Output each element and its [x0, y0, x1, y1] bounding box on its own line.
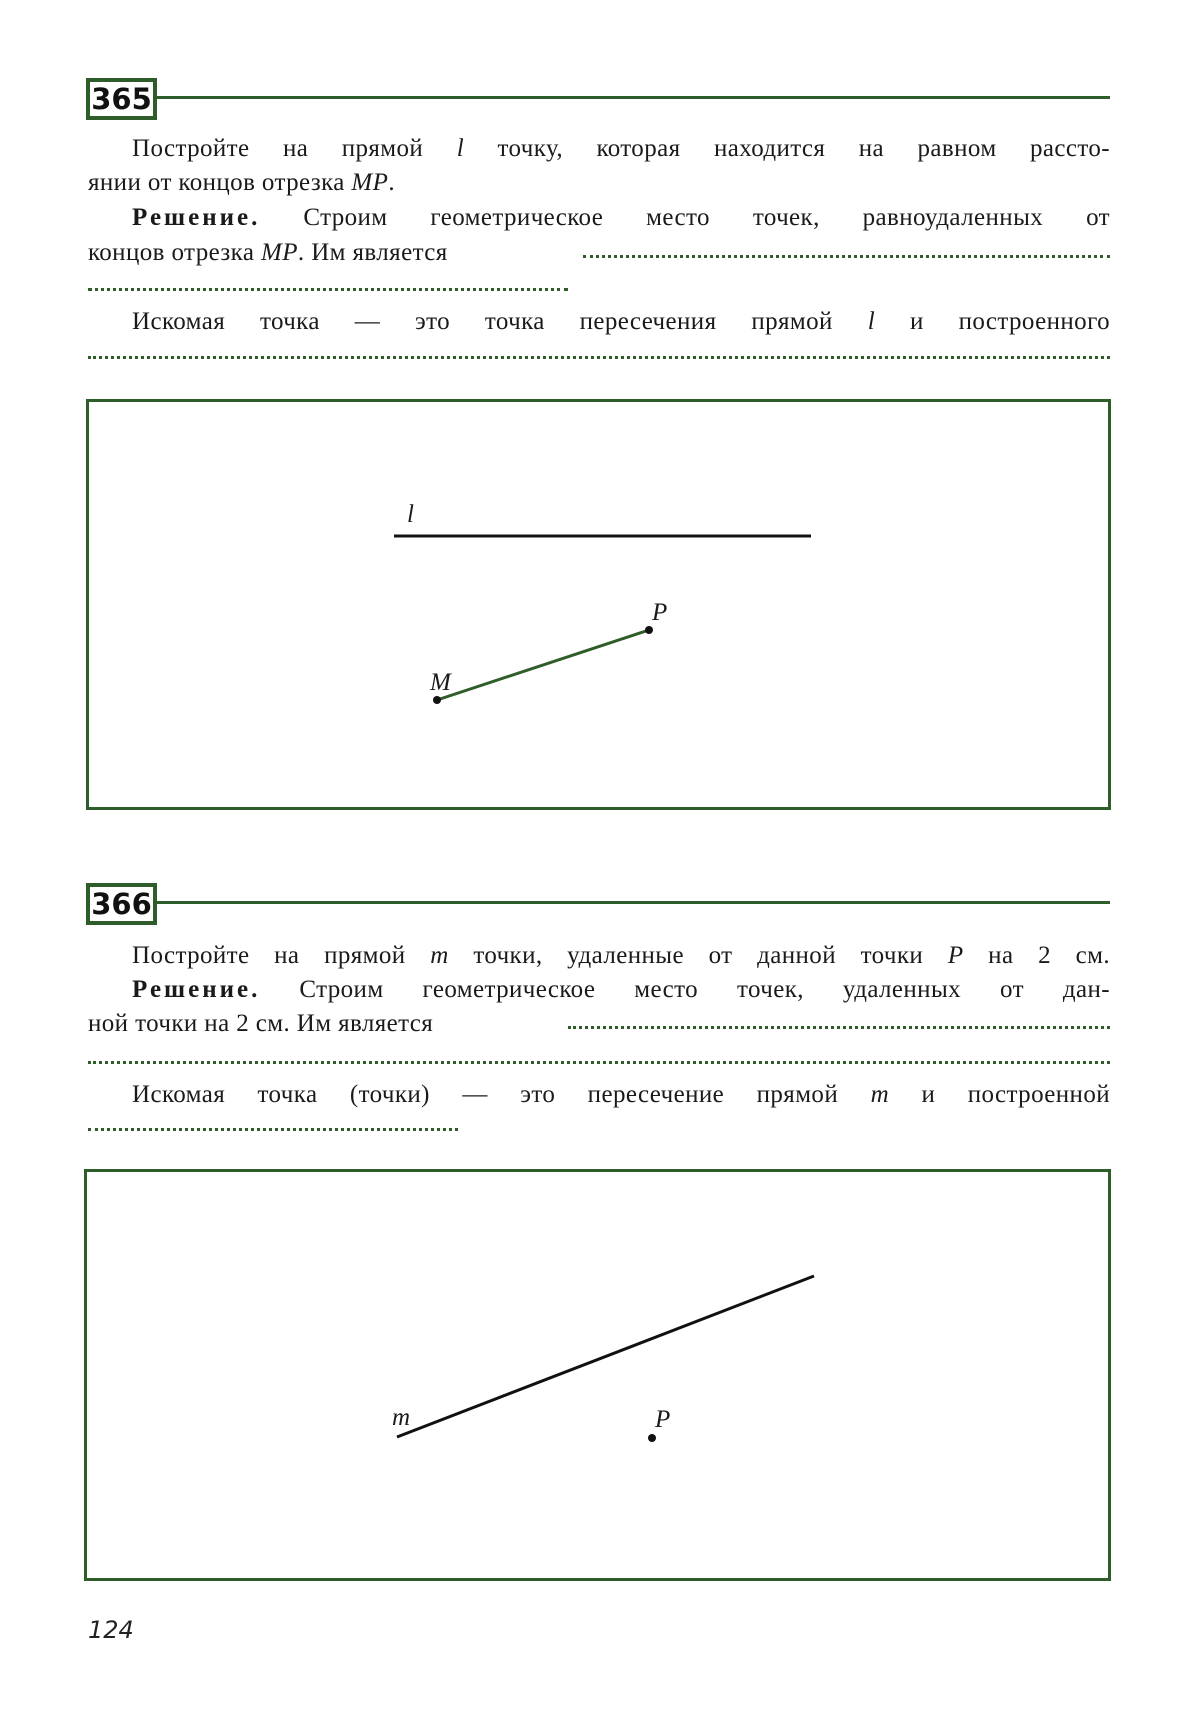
label-m: M [430, 669, 451, 696]
point-p [648, 1434, 656, 1442]
answer-blank[interactable] [88, 1128, 458, 1131]
label-m: m [392, 1404, 411, 1431]
answer-365-line: Искомая точка — это точка пересечения прямой l и построенного [132, 308, 1110, 335]
task-365-line2: янии от концов отрезка MP. [88, 169, 395, 196]
exercise-number-365: 365 [86, 78, 157, 120]
page-number: 124 [88, 1616, 134, 1644]
solution-365-line1: Решение. Строим геометрическое место точек, равноудаленных от [132, 204, 1110, 231]
var-p: P [947, 942, 964, 969]
label-p: P [652, 599, 668, 626]
solution-366-line2: ной точки на 2 см. Им является [88, 1010, 434, 1037]
solution-word: Решение. [132, 204, 261, 231]
answer-blank[interactable] [88, 356, 1110, 359]
figure-366-drawing [87, 1172, 1108, 1578]
var-m: m [430, 942, 449, 969]
figure-frame-365 [86, 399, 1111, 810]
answer-blank[interactable] [583, 255, 1110, 258]
header-rule-365 [157, 96, 1110, 99]
line-m [397, 1276, 814, 1437]
label-l: l [407, 501, 414, 528]
solution-366-line1: Решение. Строим геометрическое место точек, удаленных от дан- [132, 976, 1110, 1003]
var-m: m [870, 1081, 890, 1108]
answer-blank[interactable] [88, 1061, 1110, 1064]
answer-blank[interactable] [88, 288, 568, 291]
task-365-line1: Постройте на прямой l точку, которая находится на равном рассто- [132, 135, 1111, 162]
var-l: l [456, 135, 465, 162]
point-p [645, 626, 653, 634]
answer-blank[interactable] [568, 1026, 1110, 1029]
label-p: P [655, 1406, 671, 1433]
var-mp: MP [351, 169, 389, 196]
task-366-line: Постройте на прямой m точки, удаленные от данной точки P на 2 см. [132, 942, 1111, 969]
exercise-number-366: 366 [86, 883, 157, 925]
solution-word: Решение. [132, 976, 261, 1003]
segment-mp [437, 630, 649, 700]
var-l: l [867, 308, 876, 335]
answer-366-line: Искомая точка (точки) — это пересечение прямой m и построенной [132, 1081, 1111, 1108]
figure-365-drawing [89, 402, 1108, 807]
figure-frame-366 [84, 1169, 1111, 1581]
var-mp: MP [261, 239, 298, 266]
solution-365-line2: концов отрезка MP. Им является [88, 239, 448, 266]
point-m [433, 696, 441, 704]
header-rule-366 [157, 901, 1110, 904]
